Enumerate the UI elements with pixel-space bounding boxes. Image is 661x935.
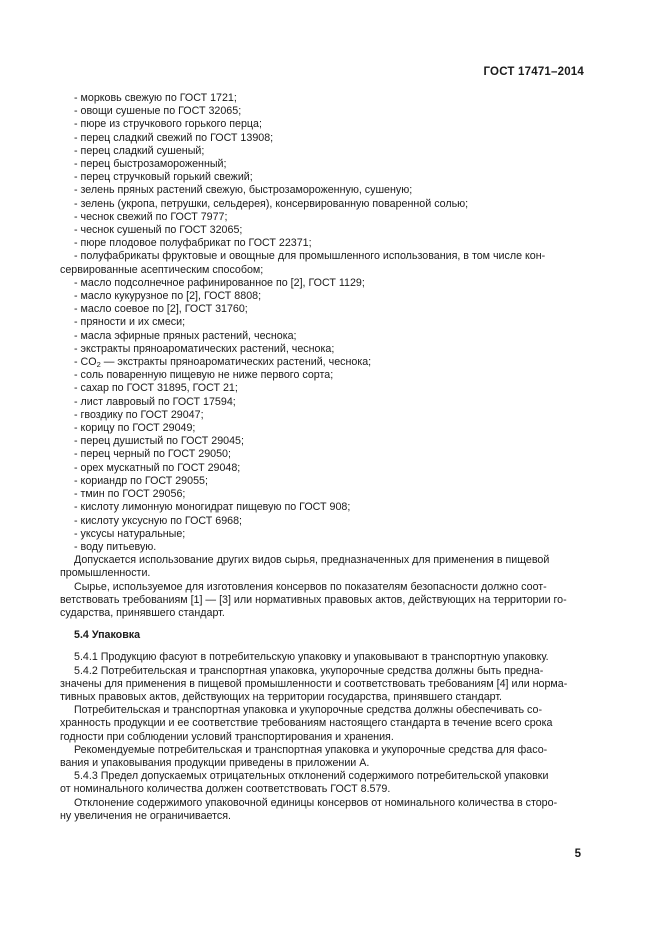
list-item: - сахар по ГОСТ 31895, ГОСТ 21; — [74, 382, 238, 395]
list-item: - корицу по ГОСТ 29049; — [74, 422, 196, 435]
co2-subscript: 2 — [96, 360, 101, 370]
paragraph-line: Сырье, используемое для изготовления консервов по показателям безопасности должно соот- — [74, 580, 547, 593]
list-item: - перец сладкий сушеный; — [74, 144, 205, 157]
list-item: - экстракты пряноароматических растений, чеснока; — [74, 342, 335, 355]
list-item: - перец быстрозамороженный; — [74, 158, 227, 171]
paragraph-recommended-packaging — [60, 744, 584, 770]
list-item: - гвоздику по ГОСТ 29047; — [74, 408, 204, 421]
list-item: - масло соевое по [2], ГОСТ 31760; — [74, 303, 248, 316]
paragraph-5-4-1: 5.4.1 Продукцию фасуют в потребительскую упаковку и упаковывают в транспортную упаковку. — [74, 651, 549, 664]
co2-suffix: — экстракты пряноароматических растений, чеснока; — [100, 356, 372, 369]
list-item: - соль поваренную пищевую не ниже первого сорта; — [74, 369, 334, 382]
document-id-header: ГОСТ 17471–2014 — [483, 66, 584, 78]
list-item: - масло кукурузное по [2], ГОСТ 8808; — [74, 290, 262, 303]
section-heading-packaging: 5.4 Упаковка — [74, 629, 141, 642]
list-item-co2-extracts — [60, 356, 584, 369]
list-item: - чеснок свежий по ГОСТ 7977; — [74, 210, 228, 223]
list-item: - пряности и их смеси; — [74, 316, 186, 329]
list-item: - перец душистый по ГОСТ 29045; — [74, 435, 244, 448]
paragraph-deviation — [60, 797, 584, 823]
list-item: - орех мускатный по ГОСТ 29048; — [74, 461, 241, 474]
paragraph-line: вания и упаковывания продукции приведены в приложении А. — [60, 756, 370, 769]
paragraph-line: 5.4.2 Потребительская и транспортная упаковка, укупорочные средства должны быть предна- — [74, 664, 544, 677]
paragraph-line: значены для применения в пищевой промышленности и соответствовать требованиям [4] или норма- — [60, 677, 568, 690]
list-item-semi-finished: - полуфабрикаты фруктовые и овощные для промышленного использования, в том числе кон- — [74, 250, 546, 263]
list-item: - пюре плодовое полуфабрикат по ГОСТ 22371; — [74, 237, 312, 250]
paragraph-line: тивных правовых актов, действующих на территории государства, принявшего стандарт. — [60, 690, 503, 703]
list-item: - тмин по ГОСТ 29056; — [74, 488, 186, 501]
list-item: - овощи сушеные по ГОСТ 32065; — [74, 105, 242, 118]
raw-materials-list-oils — [60, 277, 584, 356]
paragraph-other-raw-materials — [60, 554, 584, 580]
list-item: - чеснок сушеный по ГОСТ 32065; — [74, 224, 243, 237]
list-item-semi-finished-continuation: сервированные асептическим способом; — [60, 263, 264, 276]
paragraph-line: 5.4.3 Предел допускаемых отрицательных отклонений содержимого потребительской упаковки — [74, 770, 549, 783]
paragraph-line: хранность продукции и ее соответствие требованиям настоящего стандарта в течение всего срока — [60, 717, 553, 730]
list-item: - перец сладкий свежий по ГОСТ 13908; — [74, 131, 274, 144]
list-item: - зелень (укропа, петрушки, сельдерея), консервированную поваренной солью; — [74, 197, 469, 210]
paragraph-5-4-3 — [60, 770, 584, 796]
list-item: - пюре из стручкового горького перца; — [74, 118, 262, 131]
list-item: - кориандр по ГОСТ 29055; — [74, 474, 208, 487]
list-item: - перец стручковый горький свежий; — [74, 171, 253, 184]
list-item: - зелень пряных растений свежую, быстрозамороженную, сушеную; — [74, 184, 413, 197]
paragraph-line: от номинального количества должен соответствовать ГОСТ 8.579. — [60, 783, 391, 796]
list-item: - воду питьевую. — [74, 540, 157, 553]
co2-prefix: - CO — [74, 356, 97, 369]
paragraph-line: годности при соблюдении условий транспортирования и хранения. — [60, 730, 394, 743]
list-item: - кислоту уксусную по ГОСТ 6968; — [74, 514, 242, 527]
paragraph-preservation — [60, 704, 584, 744]
list-item: - кислоту лимонную моногидрат пищевую по ГОСТ 908; — [74, 501, 351, 514]
raw-materials-list-spices — [60, 369, 584, 554]
list-item: - лист лавровый по ГОСТ 17594; — [74, 395, 236, 408]
list-item: - уксусы натуральные; — [74, 527, 186, 540]
paragraph-safety-requirements — [60, 581, 584, 621]
paragraph-line: ну увеличения не ограничивается. — [60, 809, 231, 822]
paragraph-line: Потребительская и транспортная упаковка и укупорочные средства должны обеспечивать со- — [74, 704, 542, 717]
page-content — [60, 92, 584, 823]
paragraph-line: ветствовать требованиям [1] — [3] или нормативных правовых актов, действующих на территории го- — [60, 593, 567, 606]
paragraph-line: Рекомендуемые потребительская и транспортная упаковка и укупорочные средства для фасо- — [74, 743, 548, 756]
paragraph-line: Допускается использование других видов сырья, предназначенных для применения в пищевой — [74, 554, 550, 567]
list-item: - морковь свежую по ГОСТ 1721; — [74, 92, 237, 104]
paragraph-line: Отклонение содержимого упаковочной единицы консервов от номинального количества в сторо- — [74, 796, 558, 809]
list-item: - масла эфирные пряных растений, чеснока; — [74, 329, 297, 342]
paragraph-5-4-2 — [60, 665, 584, 705]
list-item: - масло подсолнечное рафинированное по [2], ГОСТ 1129; — [74, 276, 365, 289]
paragraph-line: сударства, принявшего стандарт. — [60, 606, 225, 619]
raw-materials-list — [60, 92, 584, 250]
page-number: 5 — [574, 848, 581, 860]
paragraph-line: промышленности. — [60, 567, 151, 580]
list-item: - перец черный по ГОСТ 29050; — [74, 448, 231, 461]
